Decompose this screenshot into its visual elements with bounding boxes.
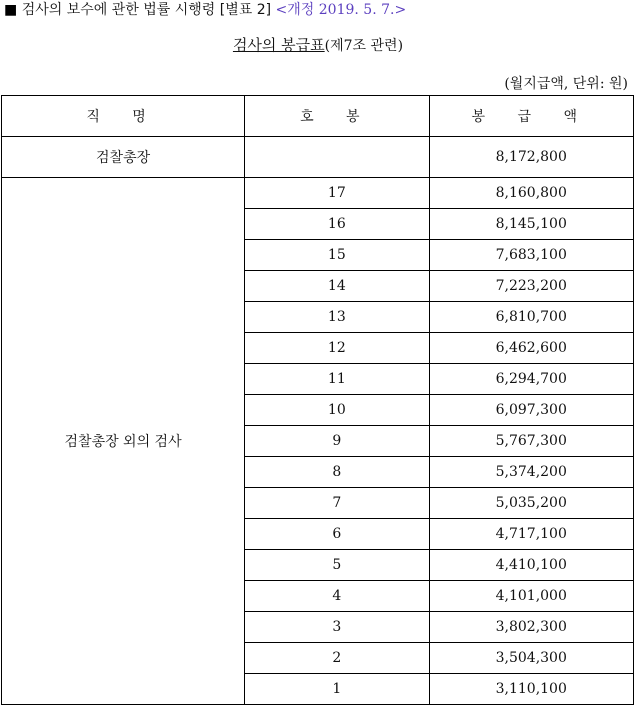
amount-cell: 5,374,200 [429, 457, 633, 488]
amount-cell: 3,802,300 [429, 612, 633, 643]
grade-cell: 17 [245, 178, 429, 209]
group-label-cell: 검찰총장 외의 검사 [2, 178, 245, 705]
law-name: 검사의 보수에 관한 법률 시행령 [별표 2] [21, 2, 272, 18]
amount-cell: 3,504,300 [429, 643, 633, 674]
amendment-date: <개정 2019. 5. 7.> [275, 2, 407, 18]
grade-cell: 14 [245, 271, 429, 302]
unit-note: (월지급액, 단위: 원) [504, 76, 628, 92]
title-main: 검사의 봉급표 [232, 36, 325, 54]
table-body [2, 137, 634, 705]
salary-table [1, 95, 634, 705]
table-title [0, 34, 636, 55]
amount-cell: 4,410,100 [429, 550, 633, 581]
grade-cell: 16 [245, 209, 429, 240]
amount-cell: 5,035,200 [429, 488, 633, 519]
table-row [2, 178, 634, 209]
amount-cell: 3,110,100 [429, 674, 633, 705]
amount-cell: 6,462,600 [429, 333, 633, 364]
grade-cell: 7 [245, 488, 429, 519]
column-header-amount: 봉 급 액 [429, 96, 633, 137]
grade-cell: 15 [245, 240, 429, 271]
grade-cell: 11 [245, 364, 429, 395]
amount-cell: 6,810,700 [429, 302, 633, 333]
grade-cell: 4 [245, 581, 429, 612]
bullet-square-icon: ■ [4, 2, 18, 18]
amount-cell: 8,160,800 [429, 178, 633, 209]
amount-cell: 6,097,300 [429, 395, 633, 426]
grade-cell: 12 [245, 333, 429, 364]
amount-cell: 7,683,100 [429, 240, 633, 271]
grade-cell: 8 [245, 457, 429, 488]
table-header-row [2, 96, 634, 137]
amount-cell: 6,294,700 [429, 364, 633, 395]
table-row [2, 137, 634, 178]
amount-cell: 8,172,800 [429, 137, 633, 178]
grade-cell [245, 137, 429, 178]
amount-cell: 4,101,000 [429, 581, 633, 612]
amount-cell: 5,767,300 [429, 426, 633, 457]
amount-cell: 7,223,200 [429, 271, 633, 302]
title-sub: (제7조 관련) [324, 38, 404, 54]
law-header [4, 1, 406, 19]
grade-cell: 2 [245, 643, 429, 674]
amount-cell: 4,717,100 [429, 519, 633, 550]
column-header-grade: 호 봉 [245, 96, 429, 137]
amount-cell: 8,145,100 [429, 209, 633, 240]
grade-cell: 9 [245, 426, 429, 457]
grade-cell: 10 [245, 395, 429, 426]
grade-cell: 1 [245, 674, 429, 705]
grade-cell: 5 [245, 550, 429, 581]
position-cell: 검찰총장 [2, 137, 245, 178]
grade-cell: 13 [245, 302, 429, 333]
column-header-position: 직 명 [2, 96, 245, 137]
grade-cell: 3 [245, 612, 429, 643]
grade-cell: 6 [245, 519, 429, 550]
